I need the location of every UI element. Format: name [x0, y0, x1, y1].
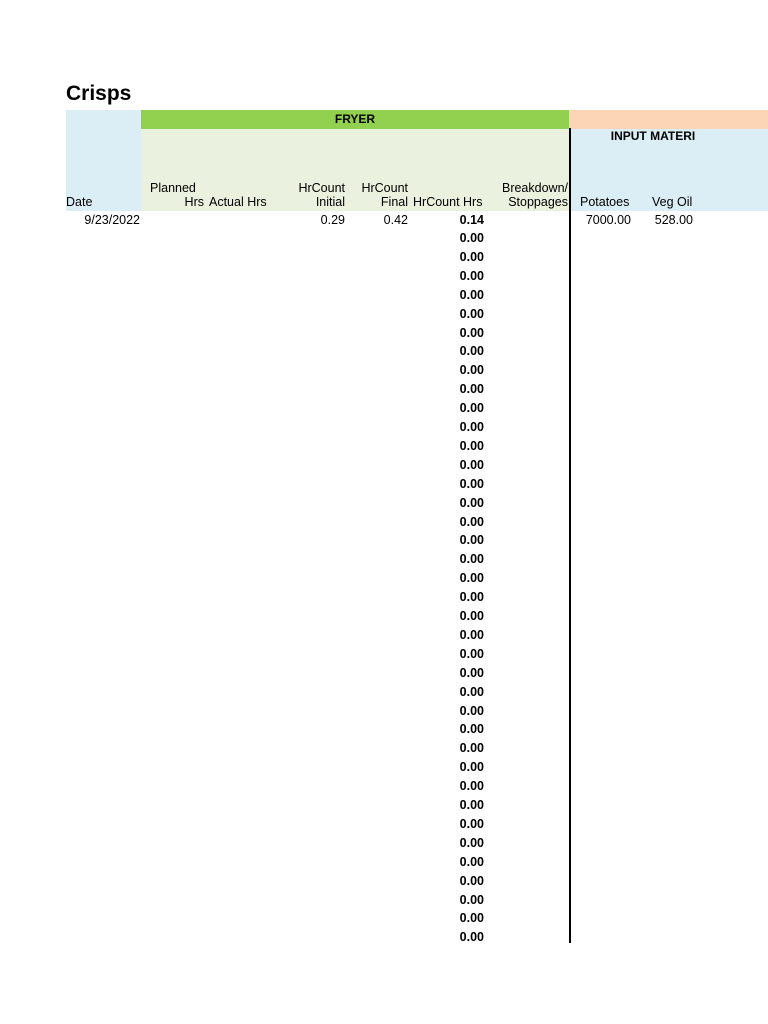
cell-hrcount-hrs[interactable]: 0.00	[459, 231, 484, 245]
cell-hrcount-hrs[interactable]: 0.00	[459, 665, 484, 680]
cell-hrcount-hrs[interactable]: 0.00	[459, 382, 484, 397]
cell-hrcount-hrs[interactable]: 0.00	[459, 930, 484, 945]
header-date: Date	[66, 195, 93, 209]
fryer-group-header	[141, 110, 569, 129]
header-veg-oil: Veg Oil	[652, 195, 693, 209]
cell-hrcount-hrs[interactable]: 0.00	[459, 495, 484, 510]
cell-hrcount-initial[interactable]: 0.29	[320, 213, 345, 227]
cell-hrcount-hrs[interactable]: 0.00	[459, 552, 484, 567]
header-actual-hrs: Actual Hrs	[209, 195, 267, 209]
cell-hrcount-hrs[interactable]: 0.00	[459, 854, 484, 869]
cell-hrcount-hrs[interactable]: 0.00	[459, 571, 484, 586]
cell-hrcount-hrs[interactable]: 0.00	[459, 684, 484, 699]
header-breakdown-stoppages: Breakdown/ Stoppages	[501, 181, 568, 209]
cell-hrcount-hrs[interactable]: 0.00	[459, 722, 484, 737]
cell-hrcount-hrs[interactable]: 0.00	[459, 779, 484, 794]
cell-hrcount-hrs[interactable]: 0.00	[459, 873, 484, 888]
header-potatoes: Potatoes	[580, 195, 630, 209]
header-planned-hrs: Planned Hrs	[150, 181, 204, 209]
header-hrcount-final: HrCount Final	[361, 181, 408, 209]
cell-hrcount-hrs[interactable]: 0.00	[459, 363, 484, 378]
cell-veg-oil[interactable]: 528.00	[654, 213, 693, 227]
cell-potatoes[interactable]: 7000.00	[585, 213, 631, 227]
cell-hrcount-hrs[interactable]: 0.00	[459, 760, 484, 775]
cell-hrcount-hrs[interactable]: 0.00	[459, 835, 484, 850]
cell-hrcount-hrs[interactable]: 0.00	[459, 798, 484, 812]
cell-hrcount-hrs[interactable]: 0.00	[459, 892, 484, 907]
header-hrcount-hrs: HrCount Hrs	[413, 195, 483, 209]
fryer-group-label: FRYER	[334, 112, 376, 126]
cell-hrcount-hrs[interactable]: 0.00	[459, 306, 484, 321]
cell-hrcount-hrs[interactable]: 0.00	[459, 816, 484, 831]
cell-hrcount-final[interactable]: 0.42	[383, 213, 408, 227]
cell-hrcount-hrs[interactable]: 0.00	[459, 287, 484, 302]
cell-hrcount-hrs[interactable]: 0.00	[459, 249, 484, 264]
cell-hrcount-hrs[interactable]: 0.00	[459, 457, 484, 472]
fryer-input-separator	[569, 128, 571, 943]
cell-hrcount-hrs[interactable]: 0.00	[459, 590, 484, 605]
cell-date[interactable]: 9/23/2022	[84, 213, 140, 227]
cell-hrcount-hrs[interactable]: 0.00	[459, 401, 484, 416]
cell-hrcount-hrs[interactable]: 0.00	[459, 609, 484, 623]
cell-hrcount-hrs[interactable]: 0.00	[459, 476, 484, 491]
cell-hrcount-hrs[interactable]: 0.00	[459, 438, 484, 453]
cell-hrcount-hrs[interactable]: 0.14	[459, 213, 484, 227]
cell-hrcount-hrs[interactable]: 0.00	[459, 420, 484, 434]
cell-hrcount-hrs[interactable]: 0.00	[459, 703, 484, 718]
cell-hrcount-hrs[interactable]: 0.00	[459, 514, 484, 529]
sheet-title: Crisps	[66, 82, 132, 105]
cell-hrcount-hrs[interactable]: 0.00	[459, 741, 484, 756]
input-materials-group-label: INPUT MATERI	[610, 129, 696, 143]
cell-hrcount-hrs[interactable]: 0.00	[459, 268, 484, 283]
cell-hrcount-hrs[interactable]: 0.00	[459, 646, 484, 661]
cell-hrcount-hrs[interactable]: 0.00	[459, 344, 484, 359]
cell-hrcount-hrs[interactable]: 0.00	[459, 627, 484, 642]
cell-hrcount-hrs[interactable]: 0.00	[459, 533, 484, 548]
cell-hrcount-hrs[interactable]: 0.00	[459, 325, 484, 340]
cell-hrcount-hrs[interactable]: 0.00	[459, 911, 484, 926]
header-hrcount-initial: HrCount Initial	[298, 181, 345, 209]
